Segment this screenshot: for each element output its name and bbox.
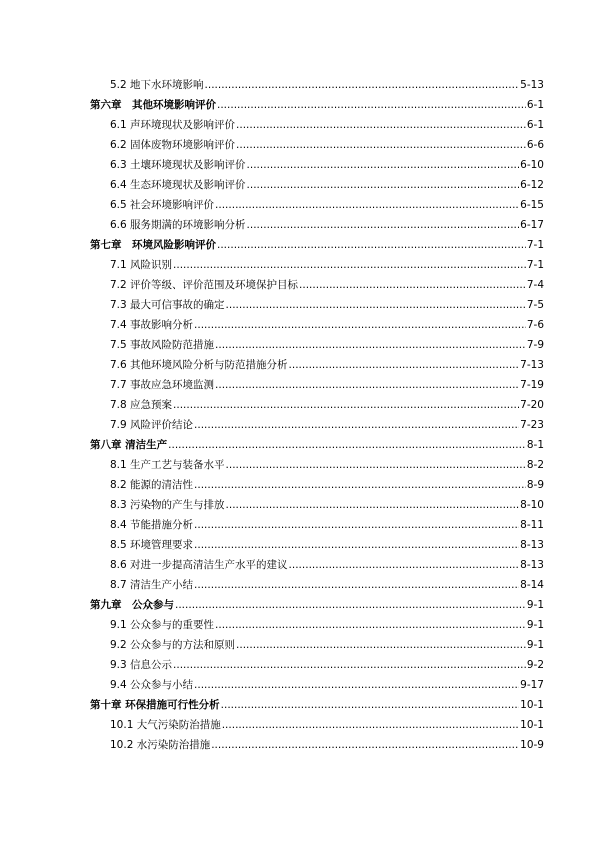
toc-dot-leader xyxy=(215,615,526,635)
toc-page-number: 8-9 xyxy=(526,479,544,491)
toc-entry-title: 6.5 社会环境影响评价 xyxy=(110,199,215,211)
toc-dot-leader xyxy=(173,395,519,415)
toc-page-number: 6-10 xyxy=(520,159,544,171)
toc-dot-leader xyxy=(221,695,520,715)
toc-dot-leader xyxy=(226,495,520,515)
toc-section-entry[interactable] xyxy=(90,115,544,135)
toc-section-entry[interactable] xyxy=(90,215,544,235)
toc-page-number: 8-14 xyxy=(520,579,544,591)
toc-section-entry[interactable] xyxy=(90,455,544,475)
toc-page-number: 7-19 xyxy=(520,379,544,391)
toc-dot-leader xyxy=(247,175,520,195)
toc-entry-title: 6.4 生态环境现状及影响评价 xyxy=(110,179,246,191)
toc-section-entry[interactable] xyxy=(90,335,544,355)
toc-section-entry[interactable] xyxy=(90,375,544,395)
toc-dot-leader xyxy=(194,515,519,535)
toc-section-entry[interactable] xyxy=(90,495,544,515)
toc-dot-leader xyxy=(289,555,520,575)
toc-entry-title: 10.2 水污染防治措施 xyxy=(110,739,211,751)
toc-page-number: 8-13 xyxy=(520,559,544,571)
toc-dot-leader xyxy=(247,215,520,235)
toc-dot-leader xyxy=(173,255,526,275)
toc-section-entry[interactable] xyxy=(90,275,544,295)
toc-dot-leader xyxy=(236,115,526,135)
toc-dot-leader xyxy=(215,335,526,355)
toc-dot-leader xyxy=(173,655,526,675)
toc-page-number: 10-1 xyxy=(520,699,544,711)
toc-section-entry[interactable] xyxy=(90,395,544,415)
toc-entry-title: 7.6 其他环境风险分析与防范措施分析 xyxy=(110,359,288,371)
toc-entry-title: 第八章 清洁生产 xyxy=(90,439,168,451)
toc-section-entry[interactable] xyxy=(90,135,544,155)
toc-entry-title: 8.1 生产工艺与装备水平 xyxy=(110,459,225,471)
toc-page-number: 9-17 xyxy=(520,679,544,691)
toc-section-entry[interactable] xyxy=(90,675,544,695)
toc-section-entry[interactable] xyxy=(90,715,544,735)
toc-page-number: 7-1 xyxy=(526,239,544,251)
toc-section-entry[interactable] xyxy=(90,295,544,315)
toc-entry-title: 7.7 事故应急环境监测 xyxy=(110,379,215,391)
toc-entry-title: 5.2 地下水环境影响 xyxy=(110,79,204,91)
toc-section-entry[interactable] xyxy=(90,475,544,495)
toc-page-number: 8-13 xyxy=(520,539,544,551)
toc-dot-leader xyxy=(236,635,526,655)
toc-page-number: 7-13 xyxy=(520,359,544,371)
toc-entry-title: 7.2 评价等级、评价范围及环境保护目标 xyxy=(110,279,299,291)
toc-dot-leader xyxy=(236,135,526,155)
toc-entry-title: 9.2 公众参与的方法和原则 xyxy=(110,639,236,651)
toc-page-number: 7-23 xyxy=(520,419,544,431)
toc-entry-title: 6.2 固体废物环境影响评价 xyxy=(110,139,236,151)
toc-section-entry[interactable] xyxy=(90,255,544,275)
toc-page-number: 9-1 xyxy=(526,599,544,611)
toc-page-number: 5-13 xyxy=(520,79,544,91)
toc-page-number: 8-10 xyxy=(520,499,544,511)
toc-page-number: 10-9 xyxy=(520,739,544,751)
toc-entry-title: 第九章 公众参与 xyxy=(90,599,174,611)
toc-entry-title: 7.1 风险识别 xyxy=(110,259,173,271)
toc-section-entry[interactable] xyxy=(90,535,544,555)
toc-dot-leader xyxy=(247,155,520,175)
toc-entry-title: 7.8 应急预案 xyxy=(110,399,173,411)
toc-page-number: 8-2 xyxy=(526,459,544,471)
toc-dot-leader xyxy=(175,595,526,615)
toc-dot-leader xyxy=(194,415,519,435)
toc-entry-title: 10.1 大气污染防治措施 xyxy=(110,719,221,731)
toc-section-entry[interactable] xyxy=(90,615,544,635)
toc-page-number: 10-1 xyxy=(520,719,544,731)
toc-dot-leader xyxy=(194,535,519,555)
toc-entry-title: 8.3 污染物的产生与排放 xyxy=(110,499,225,511)
toc-entry-title: 第七章 环境风险影响评价 xyxy=(90,239,216,251)
toc-dot-leader xyxy=(289,355,520,375)
toc-dot-leader xyxy=(194,675,519,695)
toc-entry-title: 6.6 服务期满的环境影响分析 xyxy=(110,219,246,231)
toc-entry-title: 7.3 最大可信事故的确定 xyxy=(110,299,225,311)
toc-page-number: 8-1 xyxy=(526,439,544,451)
toc-page-number: 9-2 xyxy=(526,659,544,671)
toc-page-number: 7-9 xyxy=(526,339,544,351)
toc-dot-leader xyxy=(217,95,526,115)
toc-dot-leader xyxy=(215,375,519,395)
toc-page-number: 7-4 xyxy=(526,279,544,291)
toc-section-entry[interactable] xyxy=(90,515,544,535)
toc-entry-title: 7.4 事故影响分析 xyxy=(110,319,194,331)
toc-dot-leader xyxy=(211,735,519,755)
toc-page-number: 7-5 xyxy=(526,299,544,311)
toc-page-number: 6-15 xyxy=(520,199,544,211)
toc-entry-title: 第六章 其他环境影响评价 xyxy=(90,99,216,111)
toc-section-entry[interactable] xyxy=(90,555,544,575)
toc-page-number: 9-1 xyxy=(526,639,544,651)
toc-section-entry[interactable] xyxy=(90,355,544,375)
toc-dot-leader xyxy=(194,315,526,335)
toc-page-number: 8-11 xyxy=(520,519,544,531)
toc-entry-title: 9.1 公众参与的重要性 xyxy=(110,619,215,631)
toc-entry-title: 8.4 节能措施分析 xyxy=(110,519,194,531)
toc-section-entry[interactable] xyxy=(90,575,544,595)
toc-entry-title: 9.4 公众参与小结 xyxy=(110,679,194,691)
toc-entry-title: 8.2 能源的清洁性 xyxy=(110,479,194,491)
toc-section-entry[interactable] xyxy=(90,195,544,215)
toc-page-number: 6-1 xyxy=(526,119,544,131)
toc-page-number: 6-17 xyxy=(520,219,544,231)
toc-dot-leader xyxy=(215,195,519,215)
toc-entry-title: 7.5 事故风险防范措施 xyxy=(110,339,215,351)
toc-dot-leader xyxy=(217,235,526,255)
toc-section-entry[interactable] xyxy=(90,175,544,195)
toc-chapter-entry[interactable] xyxy=(90,95,544,115)
toc-section-entry[interactable] xyxy=(90,655,544,675)
toc-entry-title: 8.6 对进一步提高清洁生产水平的建议 xyxy=(110,559,288,571)
toc-page-number: 6-12 xyxy=(520,179,544,191)
toc-entry-title: 6.3 土壤环境现状及影响评价 xyxy=(110,159,246,171)
toc-section-entry[interactable] xyxy=(90,415,544,435)
toc-page-number: 6-6 xyxy=(526,139,544,151)
toc-chapter-entry[interactable] xyxy=(90,235,544,255)
toc-dot-leader xyxy=(226,455,526,475)
toc-dot-leader xyxy=(299,275,526,295)
toc-dot-leader xyxy=(205,75,520,95)
toc-section-entry[interactable] xyxy=(90,315,544,335)
toc-section-entry[interactable] xyxy=(90,735,544,755)
toc-dot-leader xyxy=(168,435,526,455)
toc-dot-leader xyxy=(194,575,519,595)
toc-section-entry[interactable] xyxy=(90,635,544,655)
toc-page-number: 6-1 xyxy=(526,99,544,111)
toc-section-entry[interactable] xyxy=(90,75,544,95)
toc-chapter-entry[interactable] xyxy=(90,595,544,615)
toc-entry-title: 7.9 风险评价结论 xyxy=(110,419,194,431)
table-of-contents xyxy=(90,75,544,755)
toc-section-entry[interactable] xyxy=(90,155,544,175)
toc-chapter-entry[interactable] xyxy=(90,435,544,455)
toc-entry-title: 第十章 环保措施可行性分析 xyxy=(90,699,220,711)
toc-page-number: 7-6 xyxy=(526,319,544,331)
toc-page-number: 7-20 xyxy=(520,399,544,411)
toc-entry-title: 6.1 声环境现状及影响评价 xyxy=(110,119,236,131)
toc-entry-title: 8.7 清洁生产小结 xyxy=(110,579,194,591)
toc-dot-leader xyxy=(222,715,519,735)
toc-entry-title: 9.3 信息公示 xyxy=(110,659,173,671)
toc-dot-leader xyxy=(194,475,526,495)
toc-entry-title: 8.5 环境管理要求 xyxy=(110,539,194,551)
toc-page-number: 7-1 xyxy=(526,259,544,271)
toc-chapter-entry[interactable] xyxy=(90,695,544,715)
toc-page-number: 9-1 xyxy=(526,619,544,631)
toc-dot-leader xyxy=(226,295,526,315)
